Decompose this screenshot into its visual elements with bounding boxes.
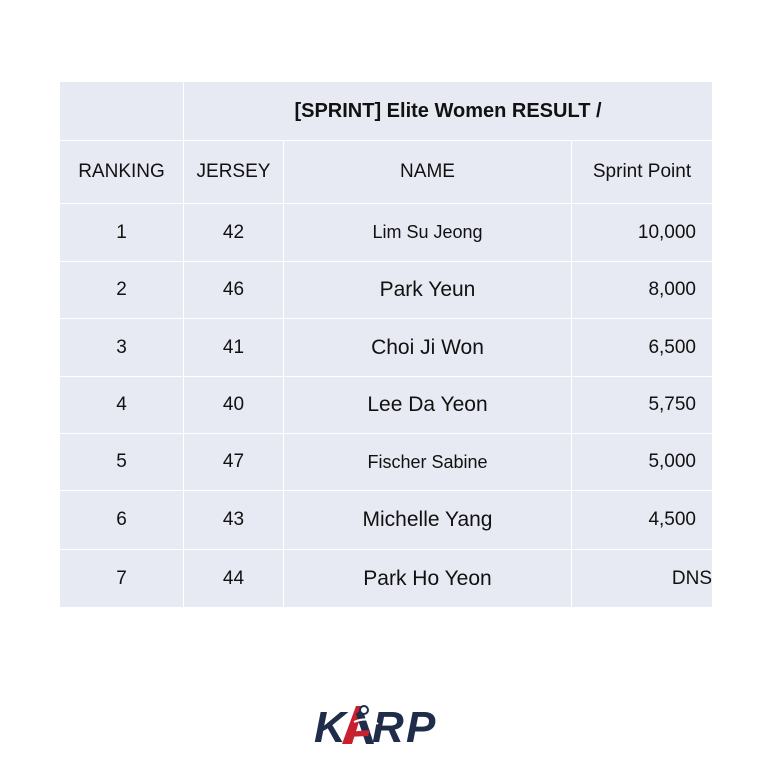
cell-rank: 6 (116, 509, 127, 530)
cell-points: 10,000 (637, 221, 696, 243)
cell-name: Park Ho Yeon (363, 566, 492, 590)
table-title: [SPRINT] Elite Women RESULT / (294, 99, 602, 122)
cell-jersey: 43 (222, 509, 245, 530)
cell-name: Fischer Sabine (367, 451, 488, 472)
header-sprint-point: Sprint Point (592, 161, 692, 182)
cell-points: DNS (671, 567, 712, 589)
cell-name: Park Yeun (379, 278, 476, 301)
cell-rank: 3 (116, 336, 127, 358)
cell-points: 5,000 (648, 451, 696, 472)
cell-name: Choi Ji Won (371, 335, 484, 359)
cell-points: 8,000 (648, 279, 696, 300)
cell-jersey: 47 (222, 451, 245, 472)
cell-rank: 5 (116, 451, 127, 472)
cell-rank: 7 (116, 567, 127, 589)
cell-rank: 4 (116, 394, 127, 415)
header-ranking: RANKING (78, 161, 165, 182)
cell-jersey: 44 (222, 567, 245, 589)
svg-text:P: P (406, 703, 436, 748)
header-name: NAME (400, 161, 455, 182)
svg-text:R: R (372, 703, 404, 748)
cell-jersey: 41 (222, 336, 245, 358)
cell-jersey: 46 (222, 279, 245, 300)
cell-points: 4,500 (648, 509, 696, 530)
cell-name: Lim Su Jeong (372, 222, 483, 242)
cell-points: 6,500 (648, 336, 696, 358)
header-jersey: JERSEY (196, 161, 271, 182)
results-table (60, 82, 712, 607)
cell-jersey: 40 (222, 394, 245, 415)
cell-name: Lee Da Yeon (367, 393, 488, 416)
cell-points: 5,750 (648, 394, 696, 415)
karp-logo (312, 700, 446, 748)
svg-text:K: K (314, 703, 346, 748)
cell-rank: 1 (116, 221, 127, 243)
cell-name: Michelle Yang (362, 508, 493, 531)
cell-jersey: 42 (222, 221, 245, 243)
cell-rank: 2 (116, 279, 127, 300)
